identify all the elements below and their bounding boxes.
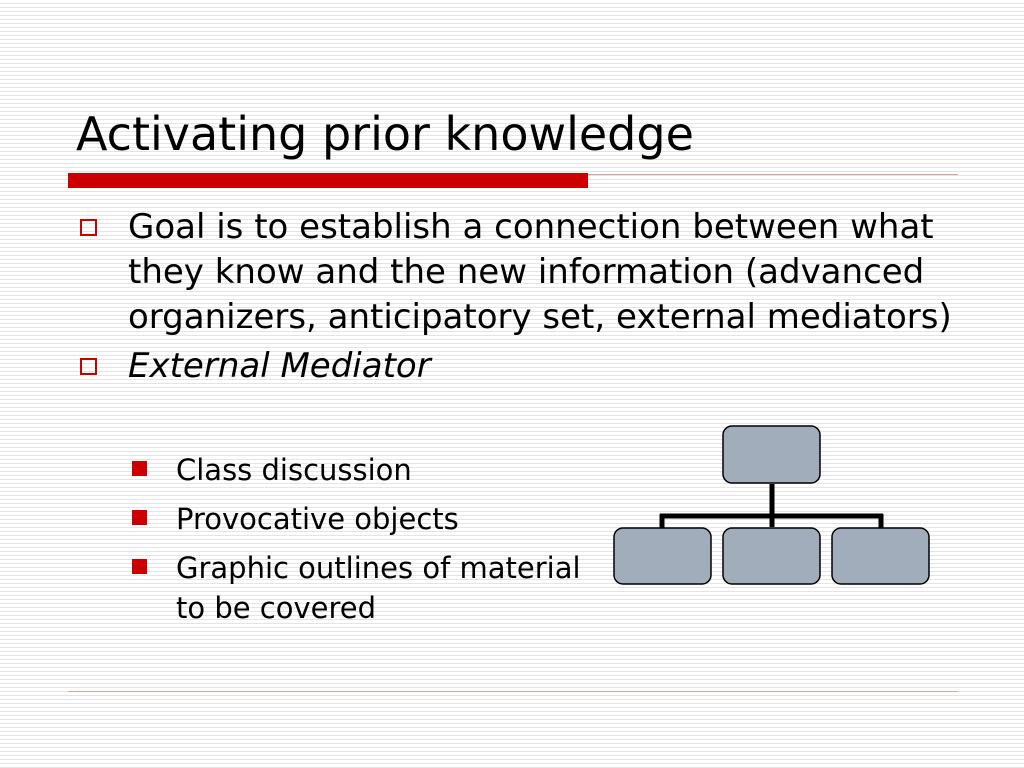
- footer-rule: [68, 691, 958, 692]
- hollow-square-icon: [80, 219, 97, 236]
- diagram-connectors: [660, 484, 883, 528]
- bullet-external-mediator: [78, 344, 978, 389]
- diagram-node-child-2: [723, 528, 820, 584]
- filled-square-icon: [132, 461, 147, 476]
- diagram-node-top: [723, 426, 820, 483]
- sub-bullet-text: Provocative objects: [176, 502, 459, 536]
- sub-bullet-list: [128, 450, 608, 637]
- sub-bullet-text: Class discussion: [176, 453, 412, 487]
- sub-bullet-provocative-objects: [128, 499, 608, 539]
- sub-bullet-graphic-outlines: [128, 548, 608, 628]
- bullet-list: [78, 205, 978, 389]
- bullet-goal-text: Goal is to establish a connection between what they know and the new information (advanced organizers, anticipatory set, external mediators): [128, 207, 952, 337]
- title-rule-bar: [68, 173, 588, 188]
- title-rule: [68, 173, 958, 188]
- bullet-goal: [78, 205, 978, 340]
- filled-square-icon: [132, 510, 147, 525]
- sub-bullet-class-discussion: [128, 450, 608, 490]
- bullet-external-mediator-text: External Mediator: [128, 346, 431, 386]
- slide-title: Activating prior knowledge: [76, 107, 694, 161]
- title-rule-line: [588, 174, 958, 175]
- sub-bullet-text: Graphic outlines of material to be covered: [176, 551, 581, 625]
- diagram-node-child-1: [614, 528, 711, 584]
- diagram-node-child-3: [832, 528, 929, 584]
- hollow-square-icon: [80, 358, 97, 375]
- filled-square-icon: [132, 559, 147, 574]
